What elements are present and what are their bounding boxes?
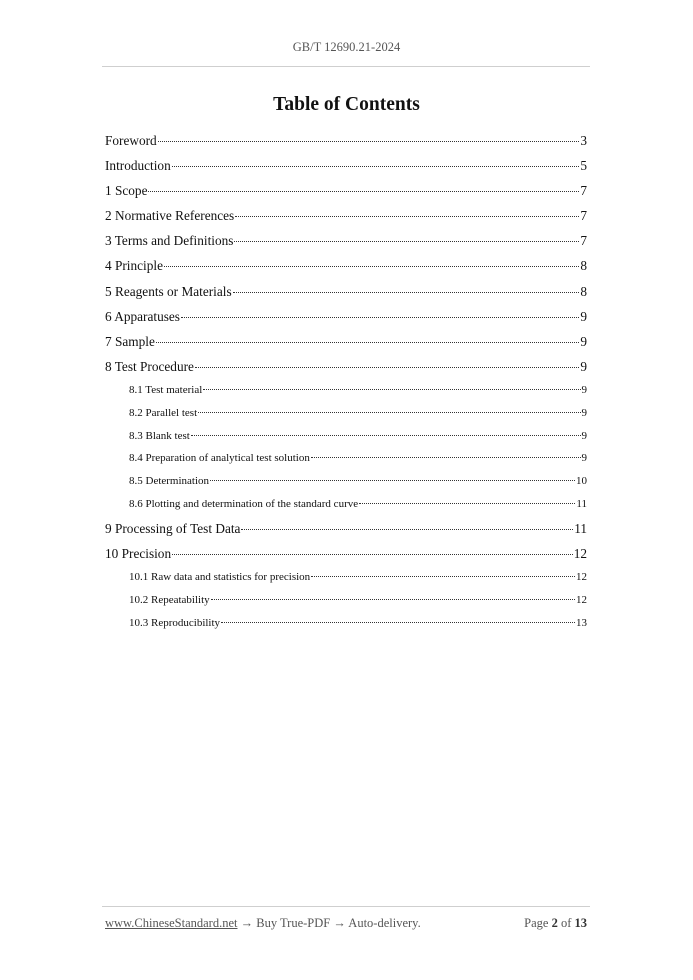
toc-leader-dots [156, 342, 579, 343]
toc-entry-page: 5 [580, 158, 587, 174]
toc-entry-page: 12 [573, 545, 587, 561]
toc-entry-page: 7 [580, 208, 587, 224]
toc-entry[interactable] [105, 304, 587, 329]
toc-entry-label: 8.4 Preparation of analytical test solution [129, 452, 310, 465]
promo-text: → Buy True-PDF → Auto-delivery. [237, 916, 421, 930]
toc-leader-dots [164, 266, 579, 267]
table-of-contents [105, 128, 587, 634]
toc-entry-label: 8 Test Procedure [105, 358, 194, 374]
toc-entry-page: 7 [580, 183, 587, 199]
toc-entry-label: Foreword [105, 133, 157, 148]
toc-entry-page: 12 [576, 593, 587, 606]
toc-entry-label: 10.1 Raw data and statistics for precision [129, 570, 311, 583]
toc-leader-dots [203, 389, 580, 390]
toc-entry[interactable] [105, 402, 587, 425]
toc-leader-dots [172, 166, 580, 167]
toc-leader-dots [211, 599, 575, 600]
toc-entry-label: Introduction [105, 158, 171, 174]
toc-entry[interactable] [105, 425, 587, 448]
toc-entry-label: 4 Principle [105, 258, 163, 274]
toc-entry-label: 8.6 Plotting and determination of the standard curve [129, 497, 359, 510]
toc-entry-page: 9 [581, 406, 587, 419]
page-footer [105, 916, 587, 931]
header-divider [102, 66, 590, 67]
toc-entry[interactable] [105, 279, 587, 304]
page-current: 2 [551, 916, 558, 930]
toc-entry-page: 7 [580, 233, 587, 249]
toc-entry-label: 8.5 Determination [129, 475, 210, 488]
toc-entry[interactable] [105, 447, 587, 470]
toc-entry-page: 9 [581, 452, 587, 465]
page-prefix: Page [524, 916, 552, 930]
footer-left [105, 916, 421, 931]
toc-leader-dots [234, 241, 579, 242]
page-of: of [557, 916, 575, 930]
toc-entry-page: 12 [576, 570, 587, 583]
toc-entry[interactable] [105, 589, 587, 612]
toc-leader-dots [158, 141, 580, 142]
toc-entry[interactable] [105, 541, 587, 566]
toc-entry[interactable] [105, 493, 587, 516]
toc-entry-page: 8 [580, 258, 587, 274]
toc-leader-dots [198, 412, 580, 413]
toc-entry-label: 7 Sample [105, 333, 155, 349]
toc-entry-label: 3 Terms and Definitions [105, 233, 234, 249]
website-link[interactable]: www.ChineseStandard.net [105, 916, 238, 930]
toc-entry[interactable] [105, 178, 587, 203]
toc-leader-dots [241, 529, 573, 530]
toc-entry[interactable] [105, 253, 587, 278]
toc-entry-page: 9 [581, 383, 587, 396]
document-header: GB/T 12690.21-2024 [292, 40, 401, 54]
toc-leader-dots [191, 435, 581, 436]
toc-entry[interactable] [105, 566, 587, 589]
toc-leader-dots [195, 367, 579, 368]
toc-entry-page: 3 [580, 133, 587, 148]
toc-entry[interactable] [105, 153, 587, 178]
toc-entry-label: 8.1 Test material [129, 383, 203, 396]
toc-entry[interactable] [105, 379, 587, 402]
toc-entry[interactable] [105, 203, 587, 228]
toc-entry-page: 9 [581, 429, 587, 442]
toc-entry-label: 1 Scope [105, 183, 148, 199]
toc-entry[interactable] [105, 128, 587, 153]
toc-entry-label: 8.2 Parallel test [129, 406, 198, 419]
toc-entry[interactable] [105, 470, 587, 493]
toc-entry[interactable] [105, 516, 587, 541]
toc-entry-page: 9 [580, 333, 587, 349]
toc-leader-dots [221, 622, 575, 623]
toc-entry[interactable] [105, 329, 587, 354]
toc-leader-dots [359, 503, 575, 504]
toc-entry-page: 11 [576, 497, 587, 510]
toc-entry-page: 9 [580, 358, 587, 374]
toc-leader-dots [172, 554, 573, 555]
toc-leader-dots [311, 457, 581, 458]
toc-entry-label: 10.3 Reproducibility [129, 616, 221, 629]
footer-divider [102, 906, 590, 907]
toc-leader-dots [311, 576, 575, 577]
toc-leader-dots [148, 191, 579, 192]
toc-leader-dots [210, 480, 575, 481]
toc-leader-dots [235, 216, 579, 217]
toc-entry-page: 8 [580, 283, 587, 299]
toc-entry-label: 9 Processing of Test Data [105, 520, 241, 536]
toc-entry[interactable] [105, 228, 587, 253]
toc-entry-page: 10 [576, 475, 587, 488]
toc-entry-label: 5 Reagents or Materials [105, 283, 232, 299]
page-indicator [524, 916, 587, 931]
toc-entry-label: 10 Precision [105, 545, 172, 561]
toc-leader-dots [233, 292, 580, 293]
toc-entry-page: 11 [574, 520, 587, 536]
toc-entry-page: 13 [576, 616, 587, 629]
toc-entry-label: 6 Apparatuses [105, 308, 180, 324]
toc-entry-label: 8.3 Blank test [129, 429, 190, 442]
page-title: Table of Contents [273, 94, 420, 115]
toc-leader-dots [181, 317, 579, 318]
toc-entry[interactable] [105, 354, 587, 379]
toc-entry-page: 9 [580, 308, 587, 324]
toc-entry[interactable] [105, 612, 587, 635]
toc-entry-label: 2 Normative References [105, 208, 235, 224]
toc-entry-label: 10.2 Repeatability [129, 593, 210, 606]
page-total: 13 [574, 916, 587, 930]
